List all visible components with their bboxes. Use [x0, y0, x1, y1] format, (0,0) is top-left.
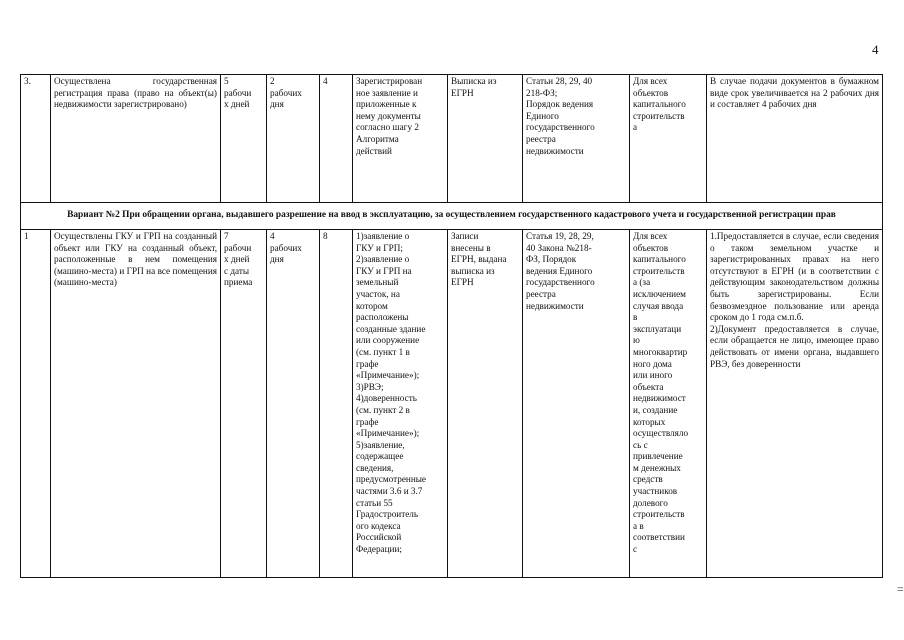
- term-cell: 4 рабочих дня: [267, 230, 320, 578]
- row-number: 3.: [21, 75, 51, 203]
- count-cell: 8: [320, 230, 353, 578]
- variant-header-row: [21, 203, 883, 230]
- variant-header: Вариант №2 При обращении органа, выдавшего разрешение на ввод в эксплуатацию, за осуществлением государственного кадастрового учета и государственной регистрации прав: [21, 203, 883, 230]
- table-row: [21, 230, 883, 578]
- max-term-cell: 5 рабочи х дней: [221, 75, 267, 203]
- procedure-table: [20, 74, 883, 578]
- term-cell: 2 рабочих дня: [267, 75, 320, 203]
- edge-mark: =: [897, 582, 904, 596]
- objects-cell: Для всех объектов капитального строительств а (за исключением случая ввода в эксплуатаци ю многоквартир ного дома или иного объекта недвижимост и, создание которых осуществляло сь с привлечение м денежных средств участников долевого строительств а в соответствии с: [630, 230, 707, 578]
- law-cell: Статьи 28, 29, 40 218-ФЗ; Порядок ведения Единого государственного реестра недвижимости: [523, 75, 630, 203]
- outcome-cell: Записи внесены в ЕГРН, выдана выписка из ЕГРН: [448, 230, 523, 578]
- law-cell: Статья 19, 28, 29, 40 Закона №218- ФЗ, Порядок ведения Единого государственного реестра недвижимости: [523, 230, 630, 578]
- outcome-cell: Выписка из ЕГРН: [448, 75, 523, 203]
- basis-cell: Зарегистрирован ное заявление и приложенные к нему документы согласно шагу 2 Алгоритма действий: [353, 75, 448, 203]
- count-cell: 4: [320, 75, 353, 203]
- row-number: 1: [21, 230, 51, 578]
- result-cell: Осуществлены ГКУ и ГРП на созданный объект или ГКУ на созданный объект, расположенные в нем помещения (машино-места) и ГРП на все помещения (машино-места): [51, 230, 221, 578]
- note-cell: 1.Предоставляется в случае, если сведения о таком земельном участке и зарегистрированных правах на него отсутствуют в ЕГРН (и в соответствии с действующим законодательством должны быть зарегистрированы. Если безвозмездное пользование или аренда сроком до 1 года см.п.б. 2)Документ предоставляется в случае, если обращается не лицо, имеющее право действовать от имени органа, выдавшего РВЭ, без доверенности: [707, 230, 883, 578]
- page-number: 4: [872, 42, 879, 57]
- result-cell: Осуществлена государственная регистрация права (право на объект(ы) недвижимости зарегистрировано): [51, 75, 221, 203]
- table-row: [21, 75, 883, 203]
- max-term-cell: 7 рабочи х дней с даты приема: [221, 230, 267, 578]
- note-cell: В случае подачи документов в бумажном виде срок увеличивается на 2 рабочих дня и составляет 4 рабочих дня: [707, 75, 883, 203]
- objects-cell: Для всех объектов капитального строительств а: [630, 75, 707, 203]
- basis-cell: 1)заявление о ГКУ и ГРП; 2)заявление о ГКУ и ГРП на земельный участок, на котором расположены созданные здание или сооружение (см. пункт 1 в графе «Примечание»); 3)РВЭ; 4)доверенность (см. пункт 2 в графе «Примечание»); 5)заявление, содержащее сведения, предусмотренные частями 3.6 и 3.7 статьи 55 Градостроитель ого кодекса Российской Федерации;: [353, 230, 448, 578]
